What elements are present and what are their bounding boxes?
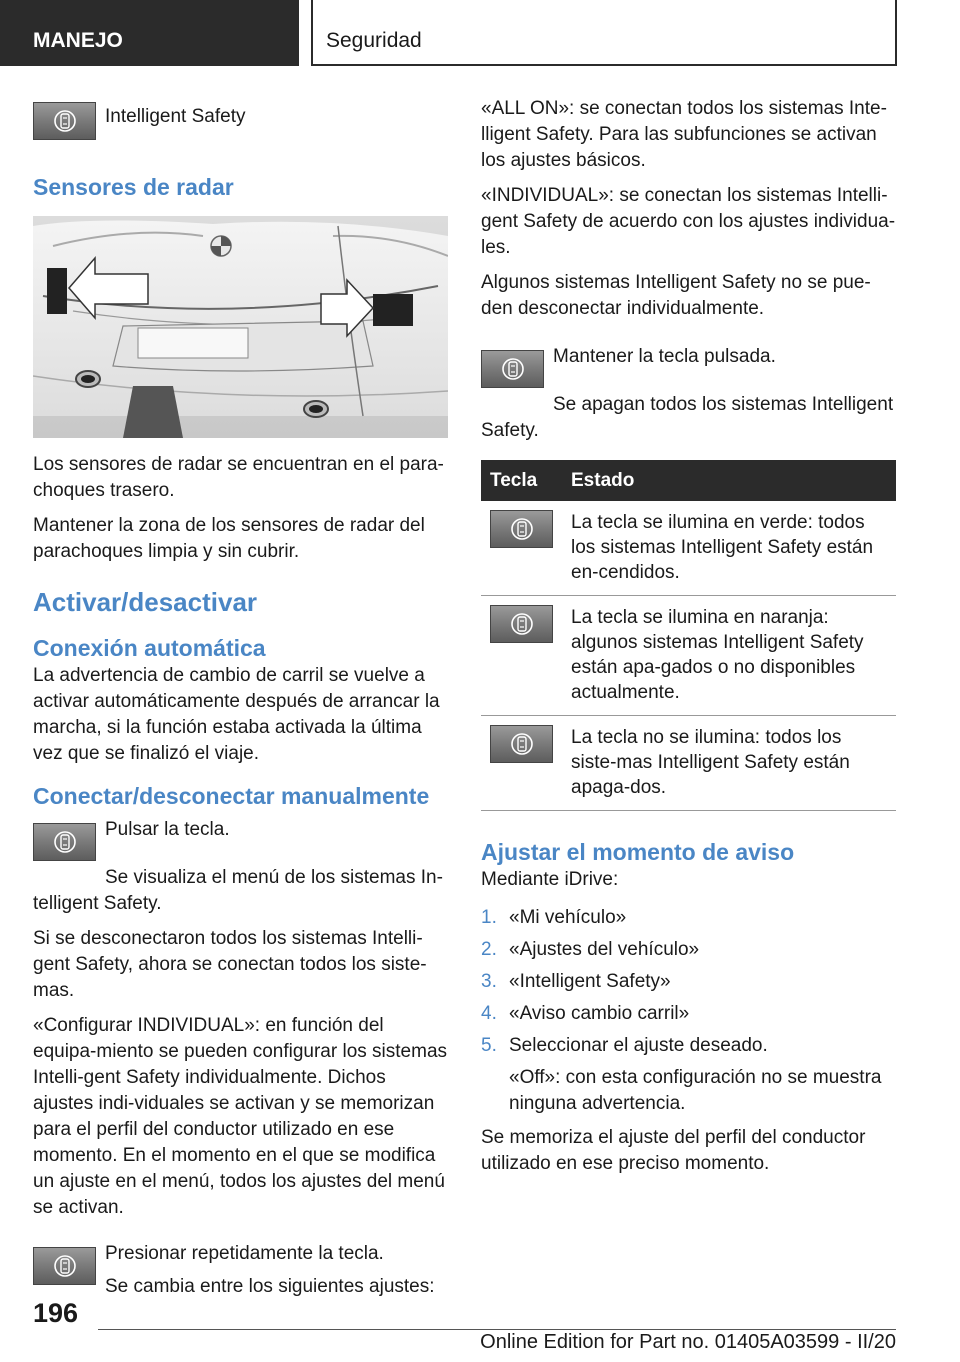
right-column (481, 96, 896, 1186)
radar-paragraph-2: Mantener la zona de los sensores de radar del parachoques limpia y sin cubrir. (33, 515, 425, 562)
table-row (481, 716, 896, 811)
intelligent-safety-key-icon (33, 102, 96, 140)
intelligent-safety-key-icon (490, 725, 553, 763)
list-item: 2. «Ajustes del vehículo» (481, 939, 700, 960)
left-column (33, 96, 448, 1307)
footer-divider (98, 1329, 896, 1330)
idrive-steps (481, 905, 896, 1059)
intelligent-safety-key-icon (490, 510, 553, 548)
radar-paragraph-1: Los sensores de radar se encuentran en el para-choques trasero. (33, 454, 444, 501)
intelligent-safety-key-icon (481, 350, 544, 388)
page-number: 196 (33, 1298, 79, 1328)
manual-paragraph-2: «Configurar INDIVIDUAL»: en función del equipa-miento se pueden configurar los sistemas Intelli-gent Safety individualmente. Dichos ajustes indi-viduales se activan y se memorizan para el perfil del conductor utilizado en ese momento. En el momento en el que se modifica un ajuste en el menú, todos los ajustes del menú se activan. (33, 1015, 448, 1218)
state-text: La tecla no se ilumina: todos los siste-mas Intelligent Safety están apaga-dos. (562, 716, 896, 811)
col-key-header: Tecla (481, 460, 562, 501)
manual-heading: Conectar/desconectar manualmente (33, 783, 430, 809)
off-note: «Off»: con esta configuración no se muestra ninguna advertencia. (509, 1067, 882, 1114)
radar-sensor-image (33, 216, 448, 438)
intelligent-safety-key-icon (33, 1247, 96, 1285)
list-item: 4. «Aviso cambio carril» (481, 1003, 690, 1024)
hold-step-row (481, 344, 896, 398)
individual-paragraph: «INDIVIDUAL»: se conectan los sistemas Intelli-gent Safety de acuerdo con los ajustes individua-les. (481, 185, 896, 258)
manual-step-2: Se visualiza el menú de los sistemas In-telligent Safety. (33, 867, 443, 914)
state-text: La tecla se ilumina en naranja: algunos sistemas Intelligent Safety están apa-gados o no disponibles actualmente. (562, 596, 896, 716)
repeat-step-2: Se cambia entre los siguientes ajustes: (105, 1276, 435, 1297)
table-row (481, 596, 896, 716)
intro-row (33, 96, 448, 162)
warn-intro: Mediante iDrive: (481, 869, 619, 890)
all-on-paragraph: «ALL ON»: se conectan todos los sistemas Inte-lligent Safety. Para las subfunciones se activan los ajustes básicos. (481, 98, 887, 171)
auto-heading: Conexión automática (33, 635, 266, 661)
not-individual-paragraph: Algunos sistemas Intelligent Safety no se pue-den desconectar individualmente. (481, 272, 871, 319)
chapter-tab: Seguridad (311, 0, 897, 66)
intelligent-safety-key-icon (490, 605, 553, 643)
edition-note: Online Edition for Part no. 01405A03599 - II/20 (480, 1331, 896, 1353)
radar-heading: Sensores de radar (33, 174, 234, 200)
hold-step-2: Se apagan todos los sistemas Intelligent Safety. (481, 394, 894, 441)
col-state-header: Estado (562, 460, 896, 501)
list-item: 3. «Intelligent Safety» (481, 971, 671, 992)
list-item: 5. Seleccionar el ajuste deseado. (481, 1035, 768, 1056)
memo-paragraph: Se memoriza el ajuste del perfil del conductor utilizado en ese preciso momento. (481, 1127, 866, 1174)
intelligent-safety-key-icon (33, 823, 96, 861)
warn-heading: Ajustar el momento de aviso (481, 839, 795, 865)
activate-heading: Activar/desactivar (33, 587, 258, 617)
key-status-table (481, 460, 896, 811)
page-header (0, 0, 960, 66)
repeat-step-row (33, 1241, 448, 1300)
intro-label: Intelligent Safety (105, 106, 246, 127)
repeat-step-1: Presionar repetidamente la tecla. (105, 1243, 384, 1264)
manual-step-row (33, 817, 448, 871)
manual-step-1: Pulsar la tecla. (105, 819, 230, 840)
hold-step-1: Mantener la tecla pulsada. (553, 346, 776, 367)
manual-paragraph-1: Si se desconectaron todos los sistemas Intelli-gent Safety, ahora se conectan todos los siste-mas. (33, 928, 427, 1001)
auto-paragraph: La advertencia de cambio de carril se vuelve a activar automáticamente después de arrancar la marcha, si la función estaba activada la última vez que se finalizó el viaje. (33, 665, 440, 764)
state-text: La tecla se ilumina en verde: todos los sistemas Intelligent Safety están en-cendidos. (562, 501, 896, 596)
list-item: 1. «Mi vehículo» (481, 907, 627, 928)
table-row (481, 501, 896, 596)
section-tab: MANEJO (0, 0, 299, 66)
